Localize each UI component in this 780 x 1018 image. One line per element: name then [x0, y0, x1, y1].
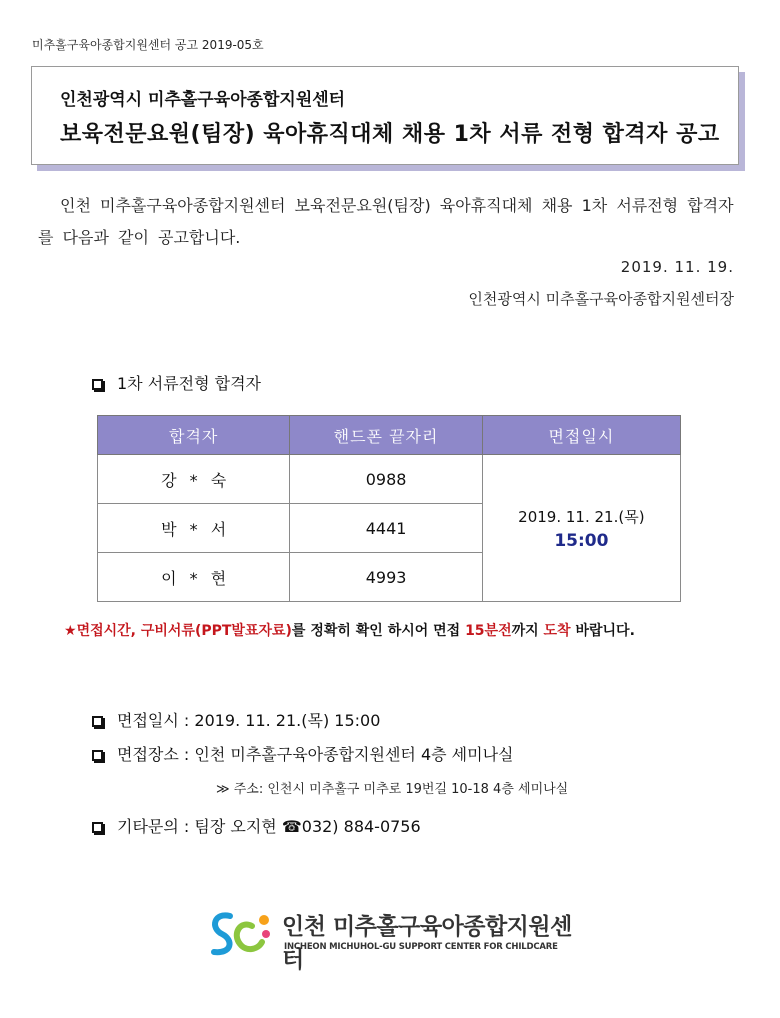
- info-contact-text: 기타문의 : 팀장 오지현 ☎032) 884-0756: [117, 817, 421, 836]
- candidate-phone: 4993: [290, 553, 482, 602]
- interview-datetime-cell: [482, 455, 680, 602]
- center-logo: [208, 906, 578, 973]
- candidate-name: 강 * 숙: [98, 455, 290, 504]
- candidate-name: 박 * 서: [98, 504, 290, 553]
- column-header-phone: 핸드폰 끝자리: [290, 416, 482, 455]
- title-box: [31, 66, 739, 165]
- notice-highlight: 면접시간, 구비서류(PPT발표자료): [76, 623, 292, 639]
- info-interview-datetime-text: 면접일시 : 2019. 11. 21.(목) 15:00: [117, 711, 381, 730]
- announcement-date: 2019. 11. 19.: [620, 258, 734, 276]
- results-heading: [92, 371, 261, 394]
- info-interview-place: [92, 742, 514, 765]
- center-logo-icon: [208, 906, 276, 962]
- table-row: [98, 455, 681, 504]
- page-title: 보육전문요원(팀장) 육아휴직대체 채용 1차 서류 전형 합격자 공고: [60, 122, 720, 147]
- notice-text-part: 를 정확히 확인 하시어 면접: [291, 623, 466, 639]
- checkbox-bullet-icon: [92, 822, 103, 833]
- candidate-phone: 0988: [290, 455, 482, 504]
- notice-text: [64, 620, 635, 640]
- info-contact: [92, 814, 421, 837]
- candidate-phone: 4441: [290, 504, 482, 553]
- doc-number: 미추홀구육아종합지원센터 공고 2019-05호: [32, 38, 264, 52]
- announcement-signer: 인천광역시 미추홀구육아종합지원센터장: [468, 290, 734, 308]
- star-icon: ★: [64, 623, 77, 639]
- center-logo-name-en: INCHEON MICHUHOL-GU SUPPORT CENTER FOR CHILDCARE: [284, 942, 558, 952]
- info-interview-datetime: [92, 708, 380, 731]
- notice-text-part: 까지: [511, 623, 544, 639]
- column-header-interview: 면접일시: [482, 416, 680, 455]
- info-address: ≫ 주소: 인천시 미추홀구 미추로 19번길 10-18 4층 세미나실: [216, 782, 569, 797]
- notice-highlight: 15분전: [465, 623, 512, 639]
- announcement-body: [38, 190, 738, 254]
- candidate-name: 이 * 현: [98, 553, 290, 602]
- announcement-paragraph: 인천 미추홀구육아종합지원센터 보육전문요원(팀장) 육아휴직대체 채용 1차 서류전형 합격자를 다음과 같이 공고합니다.: [38, 196, 734, 247]
- checkbox-bullet-icon: [92, 750, 103, 761]
- checkbox-bullet-icon: [92, 716, 103, 727]
- notice-highlight: 도착: [543, 623, 571, 639]
- interview-time: 15:00: [554, 530, 609, 551]
- checkbox-bullet-icon: [92, 379, 103, 390]
- column-header-name: 합격자: [98, 416, 290, 455]
- center-logo-name-ko: 인천 미추홀구육아종합지원센터: [282, 914, 572, 973]
- notice-text-part: 바랍니다.: [570, 623, 635, 639]
- results-table: [97, 415, 681, 602]
- title-org: 인천광역시 미추홀구육아종합지원센터: [60, 90, 346, 110]
- info-interview-place-text: 면접장소 : 인천 미추홀구육아종합지원센터 4층 세미나실: [117, 745, 514, 764]
- results-heading-label: 1차 서류전형 합격자: [117, 374, 261, 393]
- table-header-row: [98, 416, 681, 455]
- interview-date: 2019. 11. 21.(목): [518, 507, 645, 526]
